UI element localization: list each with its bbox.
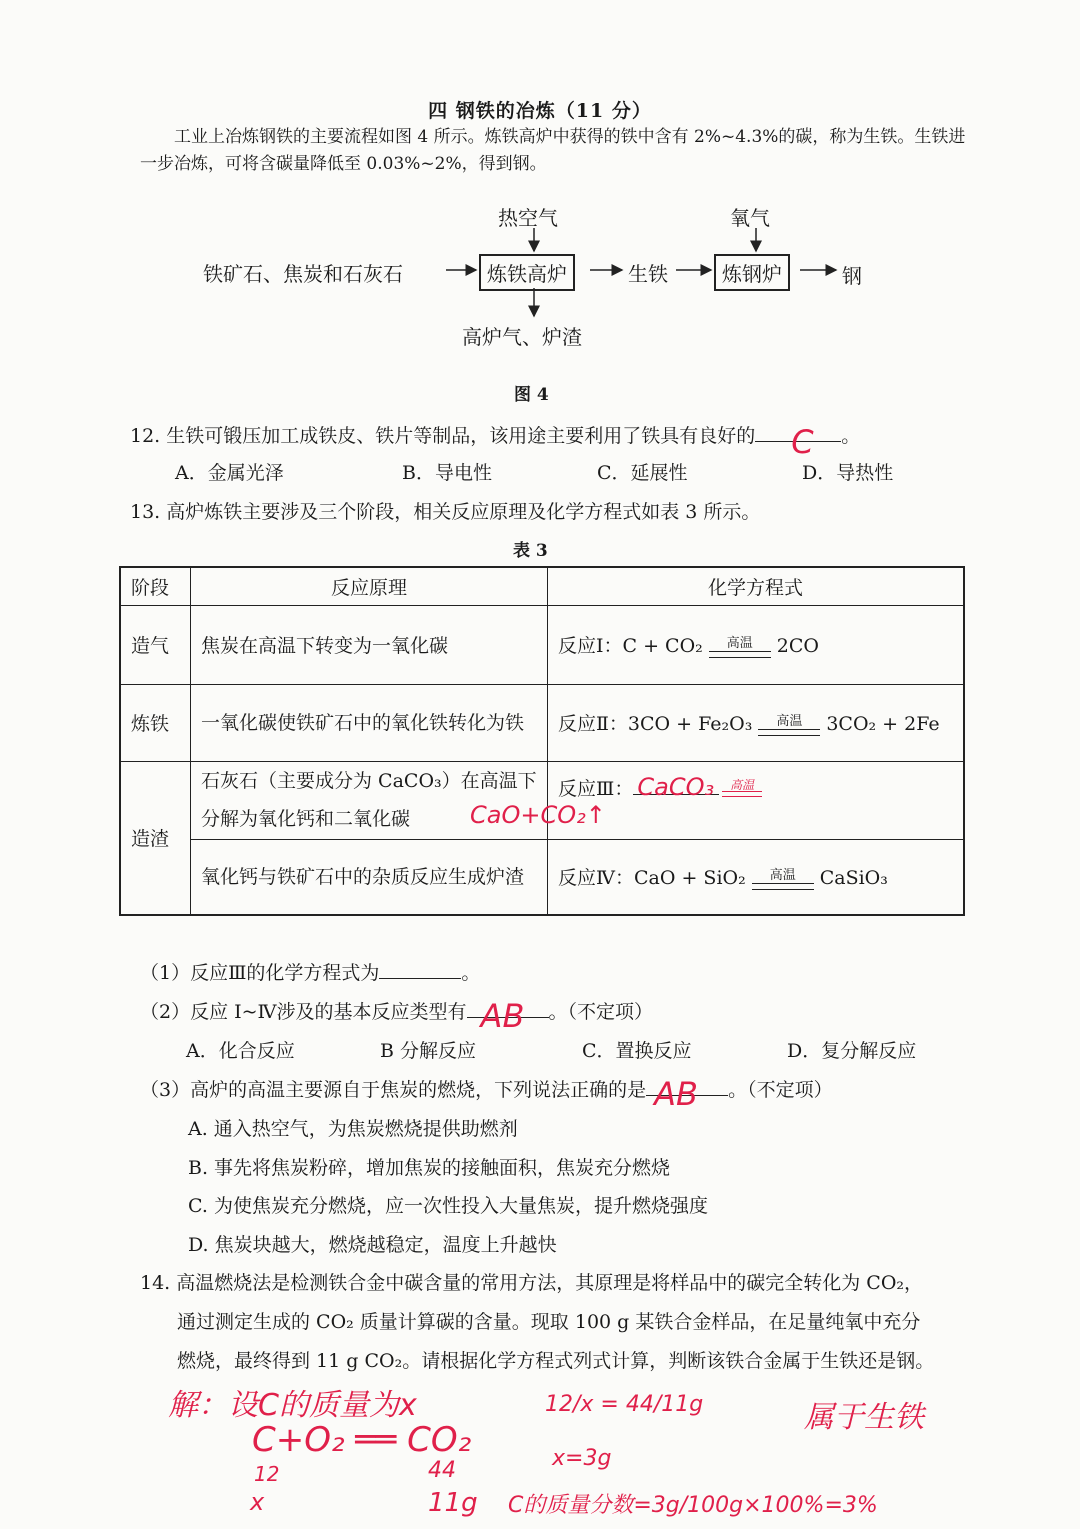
condition-text: 高温 (776, 713, 803, 729)
equation-cell (548, 605, 965, 684)
sub2-option-d: D．复分解反应 (787, 1040, 917, 1062)
hw-let-statement: 解：设C的质量为x (168, 1388, 417, 1423)
equation-cell (470, 761, 965, 839)
oxygen-label: 氧气 (730, 206, 770, 230)
sub3-option-a: A. 通入热空气，为焦炭燃烧提供助燃剂 (188, 1118, 518, 1140)
sub2-handwritten-answer: AB (480, 997, 525, 1035)
sub3-option-b: B. 事先将焦炭粉碎，增加焦炭的接触面积，焦炭充分燃烧 (188, 1157, 671, 1179)
hot-air-label: 热空气 (498, 206, 558, 230)
sub2-end: 。（不定项） (548, 1001, 654, 1023)
equation-rhs: 2CO (776, 635, 819, 657)
reaction-table (119, 566, 965, 916)
hw-lhs: CaCO₃ (637, 772, 715, 801)
q14-line-3: 燃烧，最终得到 11 g CO₂。请根据化学方程式列式计算，判断该铁合金属于生铁还是钢。 (177, 1350, 935, 1372)
hw-mass-44: 44 (428, 1458, 456, 1483)
blast-furnace-box: 炼铁高炉 (479, 254, 575, 291)
intro-paragraph: 工业上冶炼钢铁的主要流程如图 4 所示。炼铁高炉中获得的铁中含有 2%~4.3%的碳，称为生铁。生铁进一步冶炼，可将含碳量降低至 0.03%~2%，得到钢。 (140, 127, 966, 174)
equation-rhs: 3CO₂ + 2Fe (826, 713, 940, 735)
q12-end: 。 (841, 425, 861, 447)
q13-sub3 (140, 1075, 833, 1113)
sub3-end: 。（不定项） (728, 1079, 833, 1101)
steel-label: 钢 (842, 264, 862, 288)
sub3-blank[interactable] (646, 1075, 728, 1113)
principle-cell: 氧化钙与铁矿石中的杂质反应生成炉渣 (191, 839, 548, 915)
q12-text: 12. 生铁可锻压加工成铁皮、铁片等制品，该用途主要利用了铁具有良好的 (130, 425, 756, 447)
sub3-text: （3）高炉的高温主要源自于焦炭的燃烧，下列说法正确的是 (140, 1079, 647, 1101)
sub2-option-a: A．化合反应 (186, 1040, 295, 1062)
figure-caption: 图 4 (514, 385, 549, 405)
sub1-end: 。 (461, 962, 481, 984)
equation-cell (548, 839, 965, 915)
reaction-label: 反应Ⅲ： (558, 777, 634, 800)
hw-mass-11g: 11g (428, 1488, 478, 1518)
principle-cell: 焦炭在高温下转变为一氧化碳 (191, 605, 548, 684)
stage-cell: 造气 (120, 605, 191, 684)
hw-equation: C+O₂ ══ CO₂ (252, 1420, 472, 1460)
equation-lhs: CaO + SiO₂ (633, 867, 746, 890)
reaction-condition (758, 715, 820, 736)
sub2-text: （2）反应 Ⅰ~Ⅳ涉及的基本反应类型有 (140, 1001, 467, 1023)
equation-lhs: C + CO₂ (622, 635, 703, 657)
q12-option-d: D．导热性 (802, 462, 894, 484)
q13-sub1 (140, 958, 480, 985)
hw-ratio: 12/x = 44/11g (545, 1392, 704, 1417)
condition-text: 高温 (769, 867, 796, 883)
table-caption: 表 3 (513, 541, 548, 561)
q14-line-1: 14. 高温燃烧法是检测铁合金中碳含量的常用方法，其原理是将样品中的碳完全转化为 CO₂， (140, 1272, 924, 1294)
input-materials-label: 铁矿石、焦炭和石灰石 (203, 262, 403, 286)
section-title: 四 钢铁的冶炼（11 分） (428, 100, 652, 122)
hw-mass-fraction: C的质量分数=3g/100g×100%=3% (508, 1493, 878, 1518)
reaction-condition (752, 869, 814, 890)
sub3-option-c: C. 为使焦炭充分燃烧，应一次性投入大量焦炭，提升燃烧强度 (188, 1195, 708, 1217)
principle-cell: 石灰石（主要成分为 CaCO₃）在高温下分解为氧化钙和二氧化碳 (191, 761, 548, 839)
hw-rhs: CaO+CO₂↑ (470, 800, 606, 829)
q13-sub2 (140, 997, 654, 1035)
byproduct-label: 高炉气、炉渣 (462, 325, 582, 349)
table-header-row (120, 567, 964, 605)
header-principle: 反应原理 (191, 567, 548, 605)
table-row (120, 605, 964, 684)
reaction-label: 反应Ⅰ： (558, 635, 623, 657)
q13-stem: 13. 高炉炼铁主要涉及三个阶段，相关反应原理及化学方程式如表 3 所示。 (130, 501, 761, 523)
reaction-label: 反应Ⅱ： (558, 713, 628, 735)
equation-lhs: 3CO + Fe₂O₃ (627, 713, 753, 735)
q12-stem (130, 421, 861, 461)
hw-mass-12: 12 (254, 1462, 280, 1486)
sub3-handwritten-answer: AB (654, 1075, 698, 1113)
q12-answer-blank[interactable] (755, 423, 841, 461)
flow-arrows (0, 0, 1080, 380)
hw-condition-text: 高温 (730, 777, 755, 792)
stage-cell: 炼铁 (120, 684, 191, 761)
sub2-option-b: B 分解反应 (380, 1040, 477, 1062)
table-row (120, 761, 964, 839)
q12-option-a: A．金属光泽 (175, 462, 284, 484)
pig-iron-label: 生铁 (628, 262, 668, 286)
equation-cell (548, 684, 965, 761)
header-equation: 化学方程式 (548, 567, 965, 605)
principle-cell: 一氧化碳使铁矿石中的氧化铁转化为铁 (191, 684, 548, 761)
hw-condition (722, 779, 762, 797)
hw-x-value: x=3g (552, 1446, 612, 1471)
q12-option-c: C．延展性 (597, 462, 688, 484)
reaction-label: 反应Ⅳ： (558, 867, 634, 890)
reaction-condition (709, 637, 771, 658)
sub1-text: （1）反应Ⅲ的化学方程式为 (140, 962, 380, 984)
sub2-blank[interactable] (467, 997, 549, 1035)
q14-line-2: 通过测定生成的 CO₂ 质量计算碳的含量。现取 100 g 某铁合金样品，在足量纯氧中充分 (177, 1311, 921, 1333)
sub1-blank[interactable] (379, 978, 461, 979)
sub3-option-d: D. 焦炭块越大，燃烧越稳定，温度上升越快 (188, 1234, 557, 1256)
condition-text: 高温 (726, 635, 753, 651)
q12-option-b: B．导电性 (402, 462, 492, 484)
table-row (120, 684, 964, 761)
equation-rhs: CaSiO₃ (819, 867, 888, 890)
table-row (120, 839, 964, 915)
hw-conclusion: 属于生铁 (804, 1400, 924, 1435)
steel-furnace-box: 炼钢炉 (714, 254, 790, 291)
sub2-option-c: C．置换反应 (582, 1040, 692, 1062)
stage-cell: 造渣 (120, 761, 191, 915)
header-stage: 阶段 (120, 567, 191, 605)
q12-handwritten-answer: C (791, 423, 814, 461)
hw-mass-x: x (250, 1488, 265, 1516)
